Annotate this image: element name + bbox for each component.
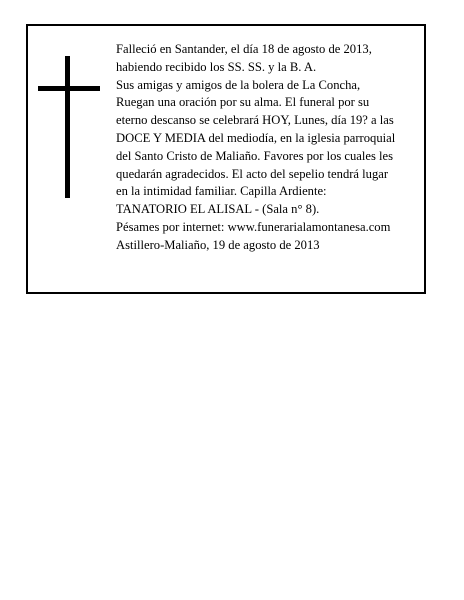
cross-horizontal-bar	[38, 86, 100, 91]
notice-line-8: quedarán agradecidos. El acto del sepelio tendrá lugar	[116, 166, 389, 181]
cross-vertical-bar	[65, 56, 70, 198]
notice-line-9: en la intimidad familiar. Capilla Ardiente:	[116, 184, 327, 199]
notice-line-12: Astillero-Maliaño, 19 de agosto de 2013	[116, 237, 320, 252]
notice-line-7: del Santo Cristo de Maliaño. Favores por los cuales les	[116, 148, 394, 163]
notice-line-6: DOCE Y MEDIA del mediodía, en la iglesia parroquial	[116, 130, 396, 145]
notice-line-5: eterno descanso se celebrará HOY, Lunes, día 19? a las	[116, 113, 394, 128]
notice-line-1: Falleció en Santander, el día 18 de agosto de 2013,	[116, 42, 372, 56]
notice-line-4: Ruegan una oración por su alma. El funeral por su	[116, 95, 370, 110]
notice-line-11: Pésames por internet: www.funerarialamontanesa.com	[116, 219, 391, 234]
obituary-notice	[26, 24, 426, 294]
notice-text	[116, 41, 426, 255]
cross-icon	[38, 56, 100, 198]
notice-line-3: Sus amigas y amigos de la bolera de La Concha,	[116, 77, 361, 92]
notice-line-2: habiendo recibido los SS. SS. y la B. A.	[116, 59, 317, 74]
notice-line-10: TANATORIO EL ALISAL - (Sala n° 8).	[116, 202, 320, 217]
